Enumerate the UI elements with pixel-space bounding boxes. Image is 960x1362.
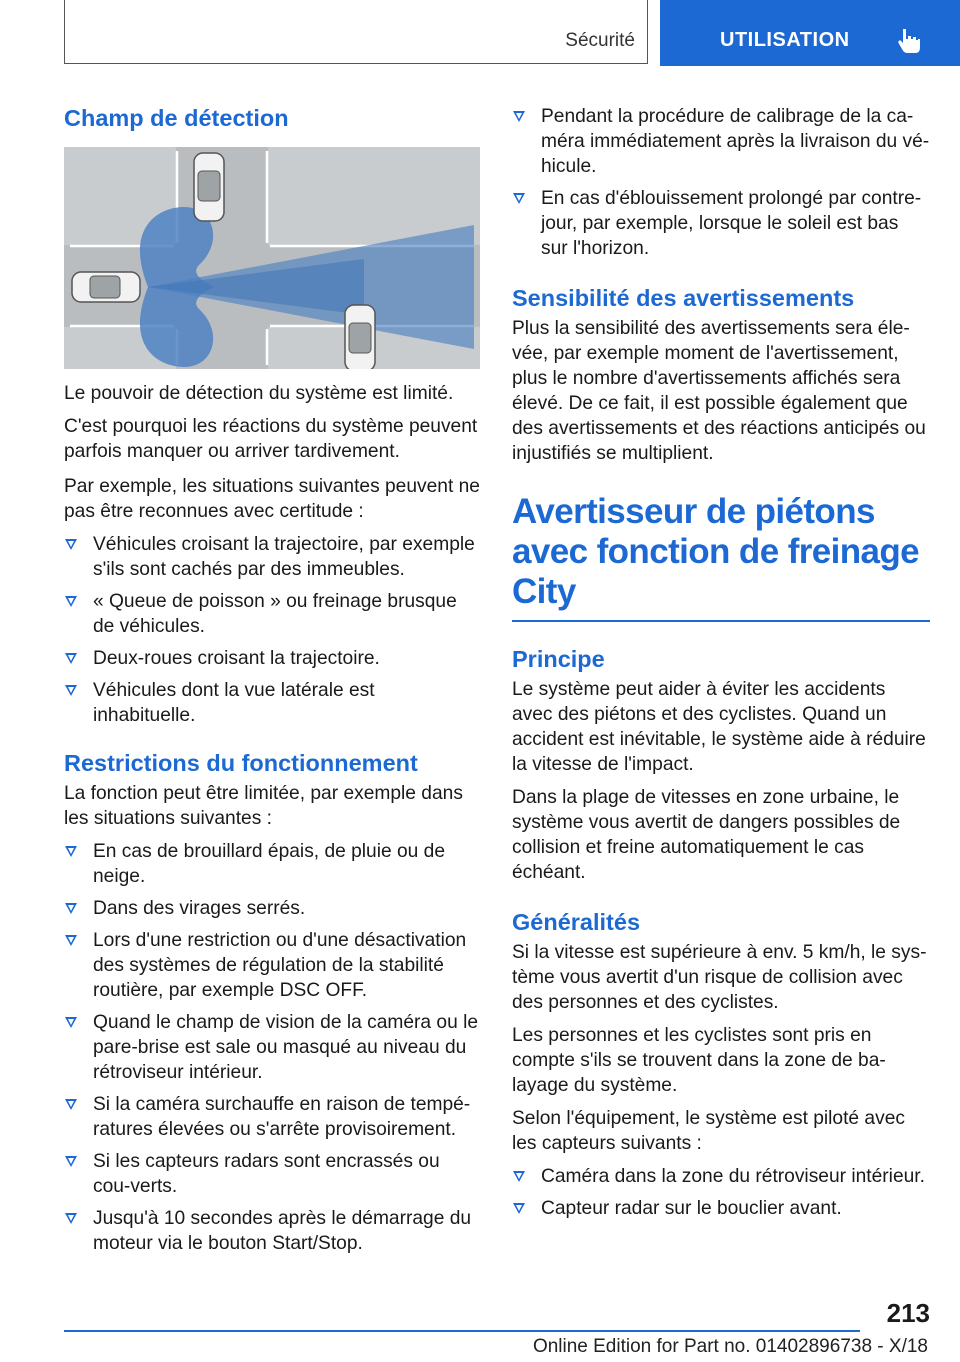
paragraph: Par exemple, les situations suivantes peuvent ne pas être reconnues avec certitude : [64, 476, 480, 522]
footer-edition: Online Edition for Part no. 01402896738 - X/18 [532, 1336, 928, 1357]
list-item-text: Véhicules dont la vue latérale est inhabituelle. [93, 680, 375, 726]
triangle-bullet-icon [65, 935, 77, 946]
triangle-bullet-icon [65, 1099, 77, 1110]
list-item-text: En cas d'éblouissement prolongé par contre-jour, par exemple, lorsque le soleil est bas sur l'horizon. [541, 188, 922, 259]
list-item [64, 532, 480, 582]
list-item [64, 896, 480, 921]
list-item [512, 1164, 930, 1189]
heading-restrictions: Restrictions du fonctionnement [64, 750, 418, 776]
triangle-bullet-icon [65, 1017, 77, 1028]
ego-car-icon [72, 272, 140, 302]
heading-underline [512, 620, 930, 622]
list-restrictions [64, 839, 480, 1256]
paragraph: Plus la sensibilité des avertissements sera éle-vée, par exemple moment de l'avertissement, plus le nombre d'avertissements affichés sera élevé. De ce fait, il est possible également que des avertissements et des réactions anticipés ou injustifiés se multiplient. [512, 318, 926, 464]
list-item-text: Pendant la procédure de calibrage de la ca-méra immédiatement après la livraison du vé-hicule. [541, 106, 930, 177]
list-item-text: Si les capteurs radars sont encrassés ou cou-verts. [93, 1151, 440, 1197]
section-title: Sécurité [565, 30, 635, 51]
list-item-text: Véhicules croisant la trajectoire, par exemple s'ils sont cachés par des immeubles. [93, 534, 475, 580]
triangle-bullet-icon [513, 111, 525, 122]
detection-diagram [64, 147, 480, 369]
triangle-bullet-icon [65, 903, 77, 914]
list-item [512, 186, 930, 261]
triangle-bullet-icon [65, 1156, 77, 1167]
list-item-text: « Queue de poisson » ou freinage brusque de véhicules. [93, 591, 457, 637]
triangle-bullet-icon [513, 1203, 525, 1214]
triangle-bullet-icon [65, 596, 77, 607]
paragraph: C'est pourquoi les réactions du système peuvent parfois manquer ou arriver tardivement. [64, 416, 478, 462]
list-item [512, 104, 930, 179]
list-item [64, 928, 480, 1003]
detection-field-illustration [64, 147, 480, 369]
list-item [64, 1149, 480, 1199]
heading-generalites: Généralités [512, 909, 641, 935]
footer-divider [64, 1330, 860, 1332]
heading-sensibilite: Sensibilité des avertissements [512, 285, 855, 311]
list-item [64, 839, 480, 889]
paragraph: La fonction peut être limitée, par exemple dans les situations suivantes : [64, 783, 463, 829]
list-item [64, 678, 480, 728]
list-item [64, 1010, 480, 1085]
paragraph: Selon l'équipement, le système est piloté avec les capteurs suivants : [512, 1108, 905, 1154]
heading-principe: Principe [512, 646, 605, 672]
list-item-text: Dans des virages serrés. [93, 898, 306, 919]
list-item-text: Deux-roues croisant la trajectoire. [93, 648, 380, 669]
list-situations [64, 532, 480, 728]
paragraph: Les personnes et les cyclistes sont pris en compte s'ils se trouvent dans la zone de ba-layage du système. [512, 1025, 886, 1096]
list-item-text: Lors d'une restriction ou d'une désactivation des systèmes de régulation de la stabilité routière, par exemple DSC OFF. [93, 930, 467, 1001]
list-item [512, 1196, 930, 1221]
list-item-text: Caméra dans la zone du rétroviseur intérieur. [541, 1166, 925, 1187]
list-restrictions-continued [512, 104, 930, 261]
tab-utilisation[interactable] [660, 0, 960, 66]
list-sensors [512, 1164, 930, 1221]
hand-pointer-icon [896, 26, 922, 54]
list-item-text: Jusqu'à 10 secondes après le démarrage du moteur via le bouton Start/Stop. [93, 1208, 472, 1254]
list-item [64, 646, 480, 671]
list-item [64, 589, 480, 639]
list-item-text: En cas de brouillard épais, de pluie ou de neige. [93, 841, 446, 887]
list-item-text: Quand le champ de vision de la caméra ou le pare-brise est sale ou masqué au niveau du rétroviseur intérieur. [93, 1012, 479, 1083]
triangle-bullet-icon [513, 193, 525, 204]
list-item-text: Si la caméra surchauffe en raison de tempé-ratures élevées ou s'arrête provisoirement. [93, 1094, 471, 1140]
heading-avertisseur-pietons: Avertisseur de piétons avec fonction de freinage City [512, 492, 920, 611]
paragraph: Si la vitesse est supérieure à env. 5 km/h, le sys-tème vous avertit d'un risque de collision avec des personnes et des cyclistes. [512, 942, 927, 1013]
paragraph: Le pouvoir de détection du système est limité. [64, 383, 454, 404]
triangle-bullet-icon [65, 1213, 77, 1224]
list-item [64, 1092, 480, 1142]
triangle-bullet-icon [65, 653, 77, 664]
paragraph: Dans la plage de vitesses en zone urbaine, le système vous avertit de dangers possibles de collision et freine automatiquement le cas échéant. [512, 787, 901, 883]
page-number: 213 [886, 1298, 930, 1328]
tab-utilisation-label: UTILISATION [720, 29, 850, 51]
list-item [64, 1206, 480, 1256]
header-section-box [64, 0, 648, 64]
triangle-bullet-icon [65, 685, 77, 696]
triangle-bullet-icon [513, 1171, 525, 1182]
right-column [512, 104, 930, 1221]
left-column [64, 96, 480, 1256]
triangle-bullet-icon [65, 846, 77, 857]
list-item-text: Capteur radar sur le bouclier avant. [541, 1198, 842, 1219]
paragraph: Le système peut aider à éviter les accidents avec des piétons et des cyclistes. Quand un accident est inévitable, le système aide à réduire la vitesse de l'impact. [512, 679, 926, 775]
heading-champ-detection: Champ de détection [64, 105, 289, 131]
triangle-bullet-icon [65, 539, 77, 550]
